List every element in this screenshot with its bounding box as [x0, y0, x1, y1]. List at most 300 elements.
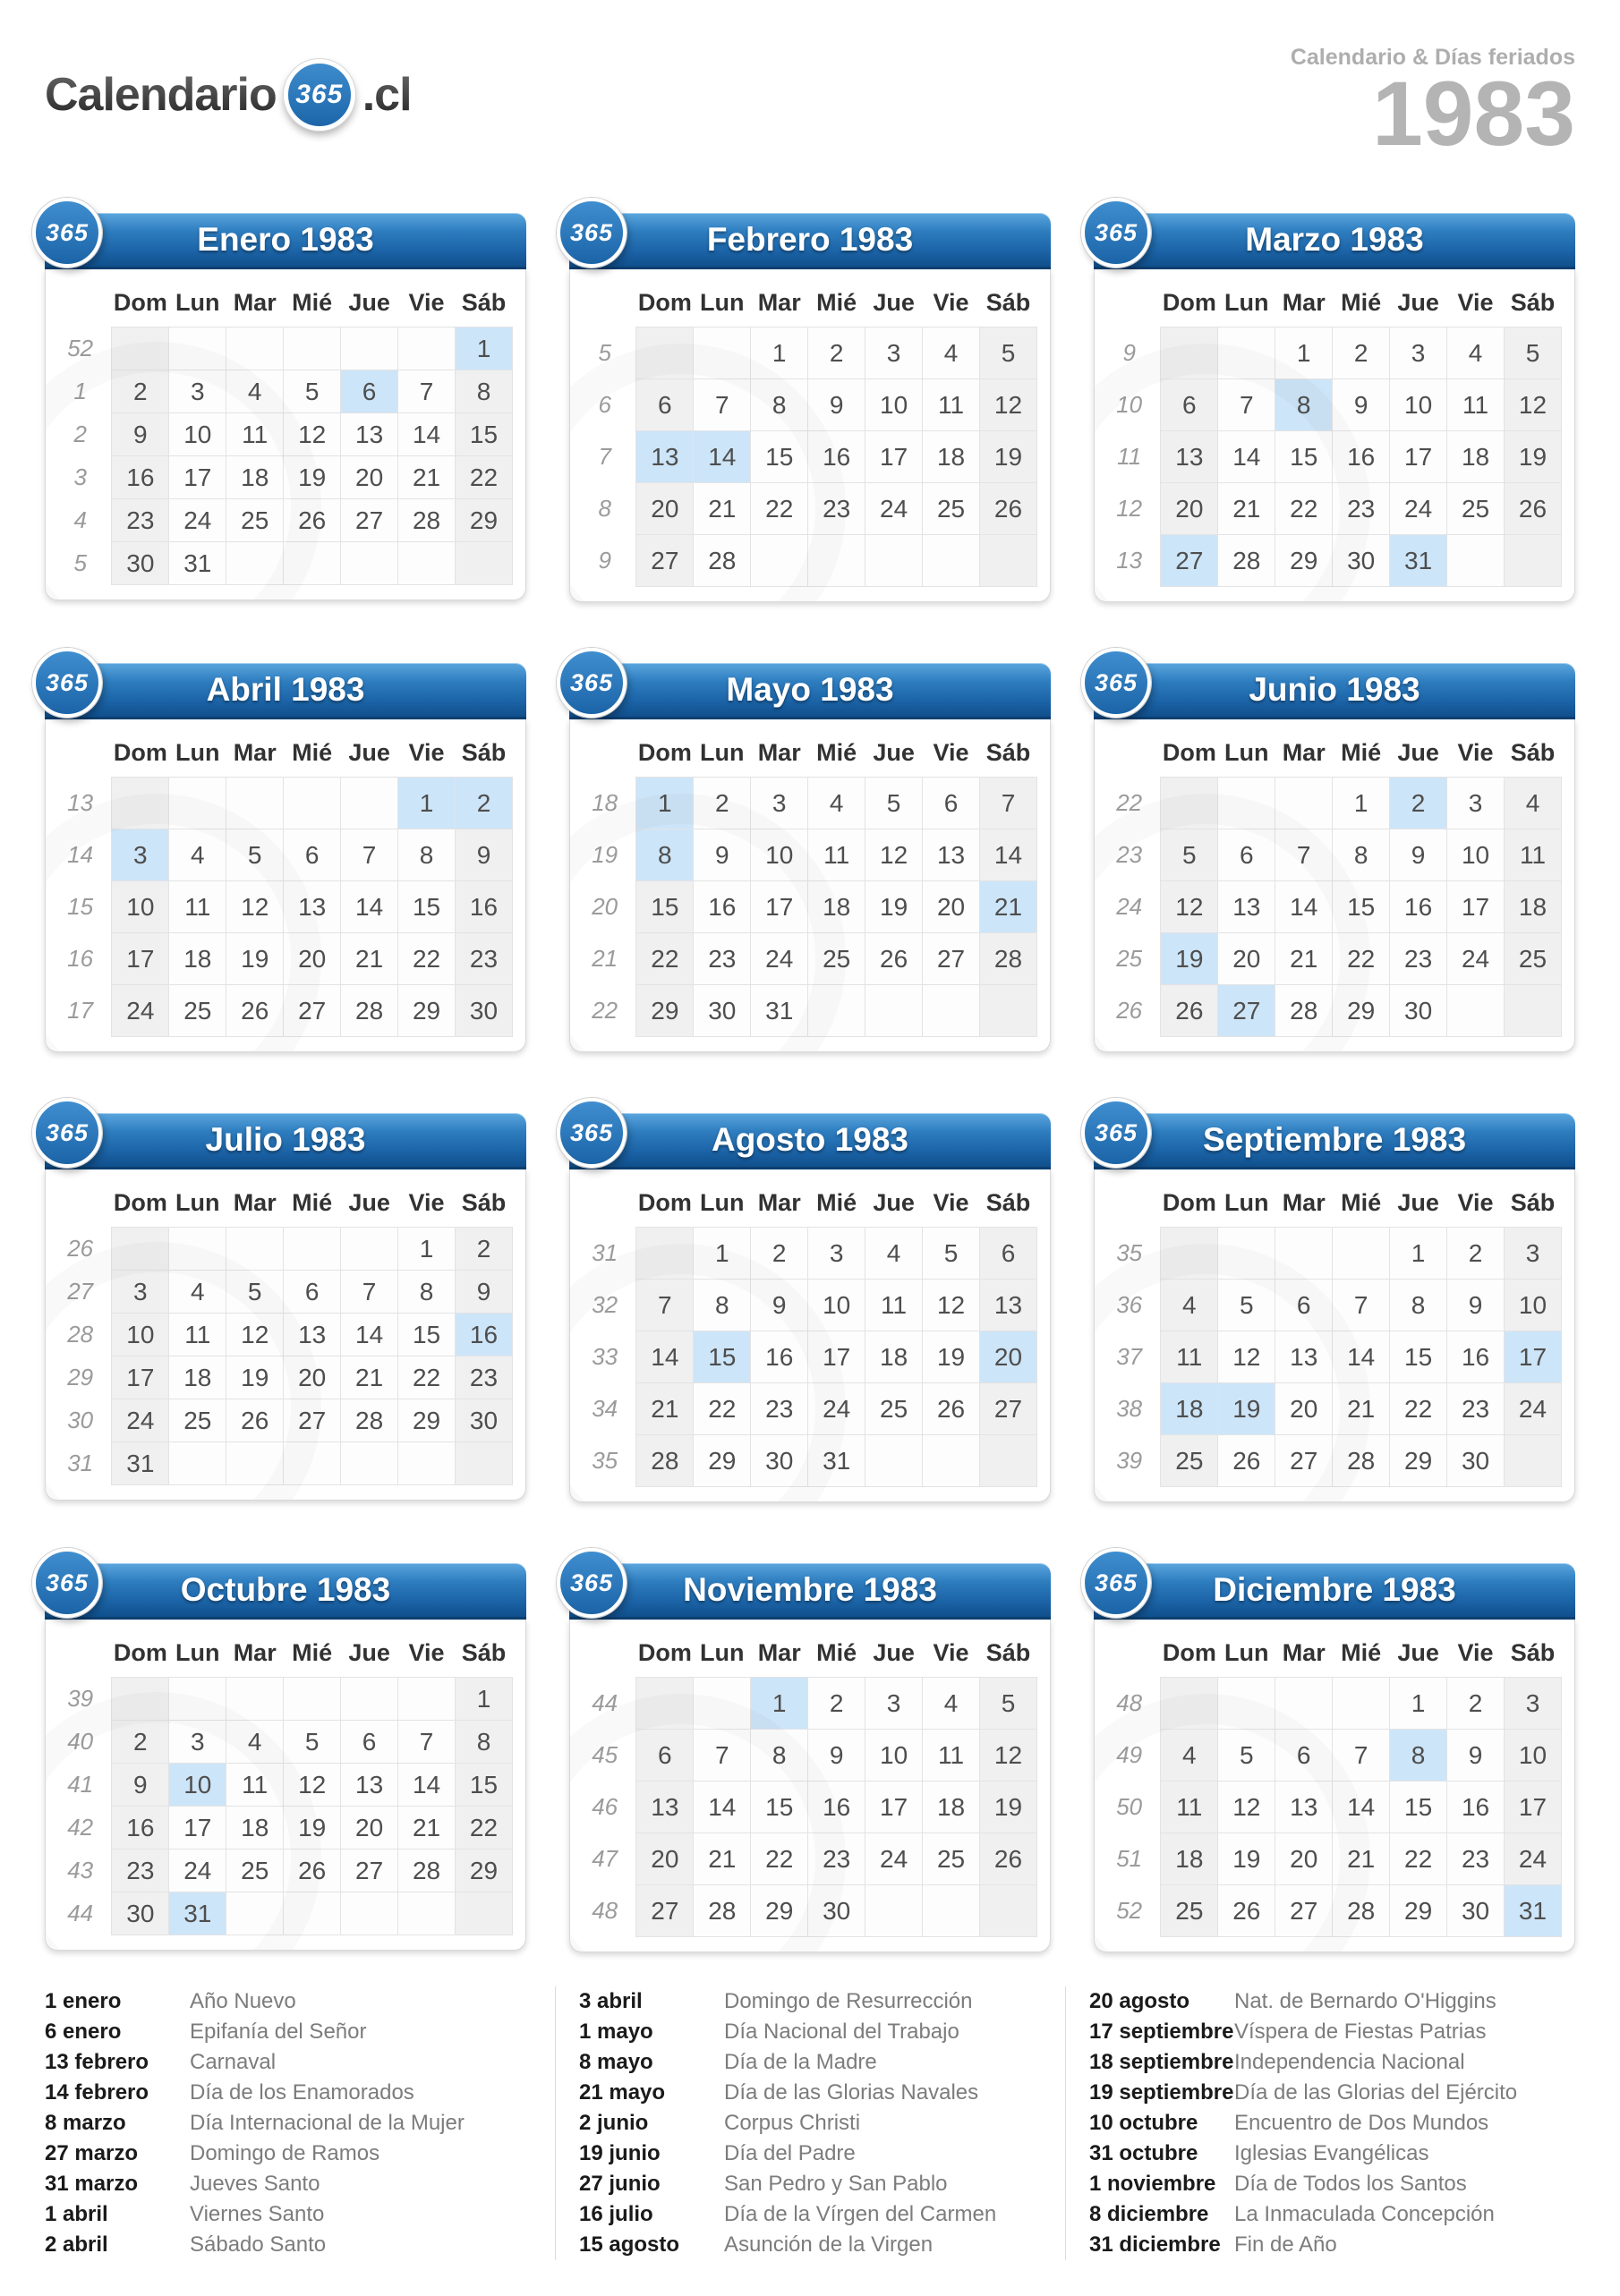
- day-cell[interactable]: 2: [1447, 1228, 1505, 1280]
- day-cell[interactable]: 31: [169, 542, 226, 585]
- day-cell[interactable]: 21: [341, 933, 398, 985]
- day-cell[interactable]: 13: [923, 829, 980, 881]
- day-cell[interactable]: 9: [1447, 1730, 1505, 1782]
- day-cell[interactable]: 30: [808, 1885, 865, 1937]
- day-cell[interactable]: 20: [923, 881, 980, 933]
- day-cell[interactable]: 15: [636, 881, 694, 933]
- day-cell[interactable]: 9: [112, 413, 169, 456]
- day-cell[interactable]: 5: [284, 1721, 341, 1764]
- day-cell[interactable]: 8: [398, 1271, 456, 1314]
- day-cell[interactable]: 23: [1447, 1833, 1505, 1885]
- day-cell[interactable]: 7: [1333, 1730, 1390, 1782]
- day-cell[interactable]: 28: [341, 1399, 398, 1442]
- day-cell[interactable]: 26: [979, 1833, 1036, 1885]
- day-cell[interactable]: 10: [169, 1764, 226, 1807]
- day-cell[interactable]: 12: [1504, 379, 1561, 431]
- day-cell[interactable]: 27: [1218, 985, 1275, 1037]
- day-cell[interactable]: 27: [636, 1885, 694, 1937]
- day-cell[interactable]: 15: [398, 881, 456, 933]
- day-cell[interactable]: 8: [455, 370, 512, 413]
- day-cell[interactable]: 16: [455, 881, 512, 933]
- day-cell[interactable]: 27: [923, 933, 980, 985]
- day-cell[interactable]: 15: [751, 431, 808, 483]
- day-cell[interactable]: 4: [1161, 1280, 1218, 1331]
- day-cell[interactable]: 28: [1218, 535, 1275, 587]
- day-cell[interactable]: 6: [341, 370, 398, 413]
- day-cell[interactable]: 26: [1218, 1435, 1275, 1487]
- day-cell[interactable]: 17: [112, 1356, 169, 1399]
- day-cell[interactable]: 27: [341, 499, 398, 542]
- day-cell[interactable]: 14: [341, 1314, 398, 1356]
- day-cell[interactable]: 2: [808, 327, 865, 379]
- day-cell[interactable]: 10: [112, 1314, 169, 1356]
- day-cell[interactable]: 7: [694, 1730, 751, 1782]
- day-cell[interactable]: 2: [112, 370, 169, 413]
- day-cell[interactable]: 6: [1161, 379, 1218, 431]
- day-cell[interactable]: 14: [636, 1331, 694, 1383]
- day-cell[interactable]: 23: [112, 499, 169, 542]
- day-cell[interactable]: 21: [1333, 1383, 1390, 1435]
- day-cell[interactable]: 19: [226, 933, 284, 985]
- day-cell[interactable]: 8: [398, 829, 456, 881]
- day-cell[interactable]: 17: [169, 456, 226, 499]
- day-cell[interactable]: 18: [1161, 1383, 1218, 1435]
- day-cell[interactable]: 22: [455, 1807, 512, 1850]
- day-cell[interactable]: 20: [341, 1807, 398, 1850]
- day-cell[interactable]: 13: [1161, 431, 1218, 483]
- day-cell[interactable]: 14: [341, 881, 398, 933]
- day-cell[interactable]: 22: [398, 933, 456, 985]
- day-cell[interactable]: 21: [341, 1356, 398, 1399]
- day-cell[interactable]: 8: [751, 379, 808, 431]
- day-cell[interactable]: 6: [1275, 1280, 1333, 1331]
- day-cell[interactable]: 20: [979, 1331, 1036, 1383]
- day-cell[interactable]: 7: [1218, 379, 1275, 431]
- day-cell[interactable]: 5: [1218, 1730, 1275, 1782]
- day-cell[interactable]: 11: [1161, 1331, 1218, 1383]
- day-cell[interactable]: 29: [1390, 1885, 1447, 1937]
- day-cell[interactable]: 31: [112, 1442, 169, 1485]
- day-cell[interactable]: 22: [694, 1383, 751, 1435]
- day-cell[interactable]: 23: [1390, 933, 1447, 985]
- day-cell[interactable]: 2: [455, 778, 512, 829]
- day-cell[interactable]: 7: [1275, 829, 1333, 881]
- day-cell[interactable]: 20: [1275, 1383, 1333, 1435]
- day-cell[interactable]: 12: [979, 1730, 1036, 1782]
- day-cell[interactable]: 3: [751, 778, 808, 829]
- day-cell[interactable]: 14: [1333, 1782, 1390, 1833]
- day-cell[interactable]: 8: [1390, 1730, 1447, 1782]
- day-cell[interactable]: 9: [808, 379, 865, 431]
- day-cell[interactable]: 1: [1390, 1228, 1447, 1280]
- day-cell[interactable]: 18: [1161, 1833, 1218, 1885]
- day-cell[interactable]: 11: [169, 881, 226, 933]
- day-cell[interactable]: 10: [112, 881, 169, 933]
- day-cell[interactable]: 5: [979, 1678, 1036, 1730]
- day-cell[interactable]: 7: [341, 1271, 398, 1314]
- day-cell[interactable]: 14: [694, 431, 751, 483]
- day-cell[interactable]: 11: [1504, 829, 1561, 881]
- day-cell[interactable]: 1: [1333, 778, 1390, 829]
- day-cell[interactable]: 25: [1161, 1435, 1218, 1487]
- day-cell[interactable]: 8: [455, 1721, 512, 1764]
- day-cell[interactable]: 17: [112, 933, 169, 985]
- day-cell[interactable]: 20: [636, 483, 694, 535]
- day-cell[interactable]: 23: [1333, 483, 1390, 535]
- day-cell[interactable]: 7: [398, 1721, 456, 1764]
- day-cell[interactable]: 7: [636, 1280, 694, 1331]
- day-cell[interactable]: 10: [865, 379, 923, 431]
- day-cell[interactable]: 19: [1218, 1833, 1275, 1885]
- day-cell[interactable]: 27: [284, 985, 341, 1037]
- day-cell[interactable]: 12: [1161, 881, 1218, 933]
- day-cell[interactable]: 16: [1447, 1331, 1505, 1383]
- day-cell[interactable]: 12: [226, 1314, 284, 1356]
- day-cell[interactable]: 27: [284, 1399, 341, 1442]
- day-cell[interactable]: 12: [226, 881, 284, 933]
- day-cell[interactable]: 27: [979, 1383, 1036, 1435]
- day-cell[interactable]: 23: [455, 933, 512, 985]
- day-cell[interactable]: 20: [1161, 483, 1218, 535]
- day-cell[interactable]: 28: [1275, 985, 1333, 1037]
- day-cell[interactable]: 20: [284, 933, 341, 985]
- day-cell[interactable]: 23: [1447, 1383, 1505, 1435]
- day-cell[interactable]: 4: [865, 1228, 923, 1280]
- day-cell[interactable]: 10: [808, 1280, 865, 1331]
- day-cell[interactable]: 21: [1333, 1833, 1390, 1885]
- day-cell[interactable]: 16: [112, 456, 169, 499]
- day-cell[interactable]: 8: [1390, 1280, 1447, 1331]
- day-cell[interactable]: 21: [694, 1833, 751, 1885]
- day-cell[interactable]: 6: [923, 778, 980, 829]
- day-cell[interactable]: 22: [1275, 483, 1333, 535]
- day-cell[interactable]: 28: [1333, 1885, 1390, 1937]
- day-cell[interactable]: 19: [1218, 1383, 1275, 1435]
- day-cell[interactable]: 3: [1504, 1678, 1561, 1730]
- day-cell[interactable]: 4: [1447, 327, 1505, 379]
- day-cell[interactable]: 3: [1504, 1228, 1561, 1280]
- day-cell[interactable]: 25: [865, 1383, 923, 1435]
- site-logo[interactable]: [45, 59, 412, 131]
- day-cell[interactable]: 11: [923, 379, 980, 431]
- day-cell[interactable]: 6: [636, 1730, 694, 1782]
- day-cell[interactable]: 25: [169, 985, 226, 1037]
- day-cell[interactable]: 13: [979, 1280, 1036, 1331]
- day-cell[interactable]: 5: [226, 1271, 284, 1314]
- day-cell[interactable]: 15: [1333, 881, 1390, 933]
- day-cell[interactable]: 21: [1218, 483, 1275, 535]
- day-cell[interactable]: 29: [751, 1885, 808, 1937]
- day-cell[interactable]: 30: [455, 985, 512, 1037]
- day-cell[interactable]: 14: [398, 1764, 456, 1807]
- day-cell[interactable]: 19: [226, 1356, 284, 1399]
- day-cell[interactable]: 14: [1333, 1331, 1390, 1383]
- day-cell[interactable]: 1: [1390, 1678, 1447, 1730]
- day-cell[interactable]: 19: [979, 431, 1036, 483]
- day-cell[interactable]: 31: [808, 1435, 865, 1487]
- day-cell[interactable]: 10: [169, 413, 226, 456]
- day-cell[interactable]: 16: [751, 1331, 808, 1383]
- day-cell[interactable]: 2: [1333, 327, 1390, 379]
- day-cell[interactable]: 8: [694, 1280, 751, 1331]
- day-cell[interactable]: 20: [1275, 1833, 1333, 1885]
- day-cell[interactable]: 15: [455, 413, 512, 456]
- day-cell[interactable]: 9: [1447, 1280, 1505, 1331]
- day-cell[interactable]: 12: [284, 413, 341, 456]
- day-cell[interactable]: 27: [636, 535, 694, 587]
- day-cell[interactable]: 9: [694, 829, 751, 881]
- day-cell[interactable]: 31: [169, 1892, 226, 1935]
- day-cell[interactable]: 26: [923, 1383, 980, 1435]
- day-cell[interactable]: 13: [284, 1314, 341, 1356]
- day-cell[interactable]: 9: [455, 829, 512, 881]
- day-cell[interactable]: 11: [1447, 379, 1505, 431]
- day-cell[interactable]: 8: [751, 1730, 808, 1782]
- day-cell[interactable]: 19: [865, 881, 923, 933]
- day-cell[interactable]: 28: [1333, 1435, 1390, 1487]
- day-cell[interactable]: 15: [455, 1764, 512, 1807]
- day-cell[interactable]: 18: [1447, 431, 1505, 483]
- day-cell[interactable]: 4: [923, 327, 980, 379]
- day-cell[interactable]: 15: [1275, 431, 1333, 483]
- day-cell[interactable]: 10: [1390, 379, 1447, 431]
- day-cell[interactable]: 3: [808, 1228, 865, 1280]
- day-cell[interactable]: 25: [1161, 1885, 1218, 1937]
- day-cell[interactable]: 18: [865, 1331, 923, 1383]
- day-cell[interactable]: 6: [979, 1228, 1036, 1280]
- day-cell[interactable]: 9: [751, 1280, 808, 1331]
- day-cell[interactable]: 14: [1218, 431, 1275, 483]
- day-cell[interactable]: 30: [1390, 985, 1447, 1037]
- day-cell[interactable]: 1: [455, 327, 512, 370]
- day-cell[interactable]: 21: [398, 456, 456, 499]
- day-cell[interactable]: 16: [808, 1782, 865, 1833]
- day-cell[interactable]: 25: [226, 1850, 284, 1892]
- day-cell[interactable]: 13: [341, 1764, 398, 1807]
- day-cell[interactable]: 24: [751, 933, 808, 985]
- day-cell[interactable]: 26: [284, 499, 341, 542]
- day-cell[interactable]: 17: [1504, 1331, 1561, 1383]
- day-cell[interactable]: 6: [284, 829, 341, 881]
- day-cell[interactable]: 11: [808, 829, 865, 881]
- day-cell[interactable]: 9: [112, 1764, 169, 1807]
- day-cell[interactable]: 30: [751, 1435, 808, 1487]
- day-cell[interactable]: 25: [923, 483, 980, 535]
- day-cell[interactable]: 20: [1218, 933, 1275, 985]
- day-cell[interactable]: 25: [1504, 933, 1561, 985]
- day-cell[interactable]: 30: [1333, 535, 1390, 587]
- day-cell[interactable]: 23: [112, 1850, 169, 1892]
- day-cell[interactable]: 23: [694, 933, 751, 985]
- day-cell[interactable]: 22: [1390, 1833, 1447, 1885]
- day-cell[interactable]: 18: [923, 431, 980, 483]
- day-cell[interactable]: 19: [1161, 933, 1218, 985]
- day-cell[interactable]: 22: [1390, 1383, 1447, 1435]
- day-cell[interactable]: 21: [636, 1383, 694, 1435]
- day-cell[interactable]: 16: [808, 431, 865, 483]
- day-cell[interactable]: 17: [1390, 431, 1447, 483]
- day-cell[interactable]: 16: [455, 1314, 512, 1356]
- day-cell[interactable]: 29: [398, 1399, 456, 1442]
- day-cell[interactable]: 18: [808, 881, 865, 933]
- day-cell[interactable]: 3: [169, 370, 226, 413]
- day-cell[interactable]: 2: [455, 1228, 512, 1271]
- day-cell[interactable]: 20: [341, 456, 398, 499]
- day-cell[interactable]: 10: [865, 1730, 923, 1782]
- day-cell[interactable]: 18: [169, 1356, 226, 1399]
- day-cell[interactable]: 19: [284, 456, 341, 499]
- day-cell[interactable]: 15: [694, 1331, 751, 1383]
- day-cell[interactable]: 10: [751, 829, 808, 881]
- day-cell[interactable]: 21: [1275, 933, 1333, 985]
- day-cell[interactable]: 29: [636, 985, 694, 1037]
- day-cell[interactable]: 31: [1390, 535, 1447, 587]
- day-cell[interactable]: 20: [284, 1356, 341, 1399]
- day-cell[interactable]: 2: [694, 778, 751, 829]
- day-cell[interactable]: 3: [169, 1721, 226, 1764]
- day-cell[interactable]: 12: [865, 829, 923, 881]
- day-cell[interactable]: 23: [455, 1356, 512, 1399]
- day-cell[interactable]: 22: [398, 1356, 456, 1399]
- day-cell[interactable]: 21: [398, 1807, 456, 1850]
- day-cell[interactable]: 9: [455, 1271, 512, 1314]
- day-cell[interactable]: 14: [398, 413, 456, 456]
- day-cell[interactable]: 17: [1447, 881, 1505, 933]
- day-cell[interactable]: 30: [455, 1399, 512, 1442]
- day-cell[interactable]: 29: [1333, 985, 1390, 1037]
- day-cell[interactable]: 4: [1504, 778, 1561, 829]
- day-cell[interactable]: 1: [1275, 327, 1333, 379]
- day-cell[interactable]: 18: [169, 933, 226, 985]
- day-cell[interactable]: 13: [1275, 1782, 1333, 1833]
- day-cell[interactable]: 2: [1390, 778, 1447, 829]
- day-cell[interactable]: 6: [284, 1271, 341, 1314]
- day-cell[interactable]: 4: [1161, 1730, 1218, 1782]
- day-cell[interactable]: 30: [112, 1892, 169, 1935]
- day-cell[interactable]: 24: [112, 985, 169, 1037]
- day-cell[interactable]: 28: [398, 1850, 456, 1892]
- day-cell[interactable]: 12: [284, 1764, 341, 1807]
- day-cell[interactable]: 31: [1504, 1885, 1561, 1937]
- day-cell[interactable]: 12: [923, 1280, 980, 1331]
- day-cell[interactable]: 4: [923, 1678, 980, 1730]
- day-cell[interactable]: 5: [1504, 327, 1561, 379]
- day-cell[interactable]: 3: [112, 1271, 169, 1314]
- day-cell[interactable]: 30: [694, 985, 751, 1037]
- day-cell[interactable]: 23: [808, 1833, 865, 1885]
- day-cell[interactable]: 13: [636, 1782, 694, 1833]
- day-cell[interactable]: 13: [1218, 881, 1275, 933]
- day-cell[interactable]: 12: [979, 379, 1036, 431]
- day-cell[interactable]: 3: [865, 1678, 923, 1730]
- day-cell[interactable]: 13: [341, 413, 398, 456]
- day-cell[interactable]: 15: [751, 1782, 808, 1833]
- day-cell[interactable]: 7: [341, 829, 398, 881]
- day-cell[interactable]: 6: [1275, 1730, 1333, 1782]
- day-cell[interactable]: 29: [455, 1850, 512, 1892]
- day-cell[interactable]: 2: [751, 1228, 808, 1280]
- day-cell[interactable]: 24: [112, 1399, 169, 1442]
- day-cell[interactable]: 12: [1218, 1331, 1275, 1383]
- day-cell[interactable]: 17: [1504, 1782, 1561, 1833]
- day-cell[interactable]: 2: [808, 1678, 865, 1730]
- day-cell[interactable]: 1: [751, 327, 808, 379]
- day-cell[interactable]: 26: [1218, 1885, 1275, 1937]
- day-cell[interactable]: 30: [112, 542, 169, 585]
- day-cell[interactable]: 7: [1333, 1280, 1390, 1331]
- day-cell[interactable]: 8: [1275, 379, 1333, 431]
- day-cell[interactable]: 11: [1161, 1782, 1218, 1833]
- day-cell[interactable]: 11: [865, 1280, 923, 1331]
- day-cell[interactable]: 4: [808, 778, 865, 829]
- day-cell[interactable]: 19: [284, 1807, 341, 1850]
- day-cell[interactable]: 20: [636, 1833, 694, 1885]
- day-cell[interactable]: 21: [979, 881, 1036, 933]
- day-cell[interactable]: 9: [1390, 829, 1447, 881]
- day-cell[interactable]: 8: [1333, 829, 1390, 881]
- day-cell[interactable]: 2: [112, 1721, 169, 1764]
- day-cell[interactable]: 13: [1275, 1331, 1333, 1383]
- day-cell[interactable]: 30: [1447, 1885, 1505, 1937]
- day-cell[interactable]: 3: [865, 327, 923, 379]
- day-cell[interactable]: 1: [751, 1678, 808, 1730]
- day-cell[interactable]: 6: [636, 379, 694, 431]
- day-cell[interactable]: 11: [169, 1314, 226, 1356]
- day-cell[interactable]: 8: [636, 829, 694, 881]
- day-cell[interactable]: 26: [1504, 483, 1561, 535]
- day-cell[interactable]: 26: [979, 483, 1036, 535]
- day-cell[interactable]: 28: [341, 985, 398, 1037]
- day-cell[interactable]: 29: [1390, 1435, 1447, 1487]
- day-cell[interactable]: 16: [112, 1807, 169, 1850]
- day-cell[interactable]: 25: [169, 1399, 226, 1442]
- day-cell[interactable]: 22: [455, 456, 512, 499]
- day-cell[interactable]: 22: [636, 933, 694, 985]
- day-cell[interactable]: 30: [1447, 1435, 1505, 1487]
- day-cell[interactable]: 31: [751, 985, 808, 1037]
- day-cell[interactable]: 28: [636, 1435, 694, 1487]
- day-cell[interactable]: 18: [226, 1807, 284, 1850]
- day-cell[interactable]: 24: [169, 1850, 226, 1892]
- day-cell[interactable]: 15: [398, 1314, 456, 1356]
- day-cell[interactable]: 26: [226, 1399, 284, 1442]
- day-cell[interactable]: 1: [694, 1228, 751, 1280]
- day-cell[interactable]: 14: [694, 1782, 751, 1833]
- day-cell[interactable]: 27: [1275, 1885, 1333, 1937]
- day-cell[interactable]: 3: [1447, 778, 1505, 829]
- day-cell[interactable]: 25: [808, 933, 865, 985]
- day-cell[interactable]: 27: [341, 1850, 398, 1892]
- day-cell[interactable]: 5: [923, 1228, 980, 1280]
- day-cell[interactable]: 4: [169, 829, 226, 881]
- day-cell[interactable]: 14: [1275, 881, 1333, 933]
- day-cell[interactable]: 25: [1447, 483, 1505, 535]
- day-cell[interactable]: 19: [979, 1782, 1036, 1833]
- day-cell[interactable]: 17: [169, 1807, 226, 1850]
- day-cell[interactable]: 7: [398, 370, 456, 413]
- day-cell[interactable]: 24: [1390, 483, 1447, 535]
- day-cell[interactable]: 27: [1275, 1435, 1333, 1487]
- day-cell[interactable]: 17: [865, 431, 923, 483]
- day-cell[interactable]: 24: [808, 1383, 865, 1435]
- day-cell[interactable]: 7: [979, 778, 1036, 829]
- day-cell[interactable]: 18: [1504, 881, 1561, 933]
- day-cell[interactable]: 28: [979, 933, 1036, 985]
- day-cell[interactable]: 16: [1333, 431, 1390, 483]
- day-cell[interactable]: 12: [1218, 1782, 1275, 1833]
- day-cell[interactable]: 1: [398, 1228, 456, 1271]
- day-cell[interactable]: 19: [1504, 431, 1561, 483]
